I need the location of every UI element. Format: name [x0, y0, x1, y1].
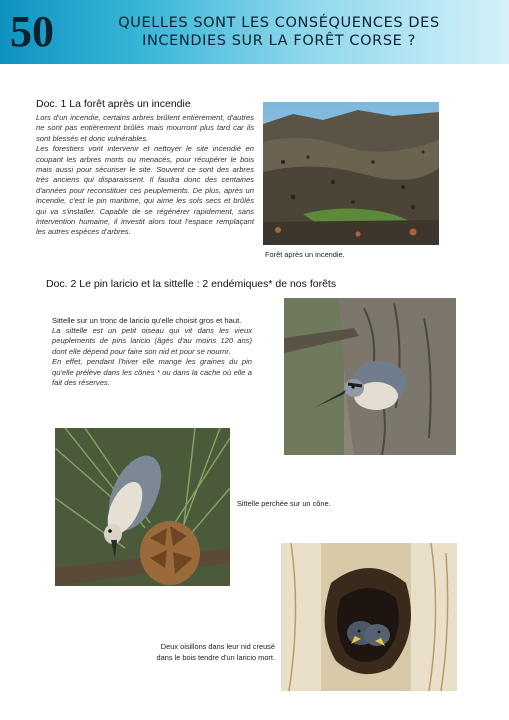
doc1-paragraph2: Les forestiers vont intervenir et nettoyer le site incendié en coupant les arbres morts ou menacés, pour récupérer le bois mais aussi pour sécuriser le site. Souvent ce sont des arbres très anciens qui disparaissent. Il faudra donc des centaines d'années pour reconstituer ces peuplements. De plus, après un incendie, c'est le pin maritime, qui aime les sols secs et brûlés qui va s'installer. Capable de se régénérer rapidement, sans intervention humaine, il investit alors tout l'espace remplaçant les autres espèces d'arbres.	[36, 144, 254, 237]
nuthatch-trunk-photo	[284, 298, 456, 455]
doc2-caption-cone: Sittelle perchée sur un cône.	[237, 499, 331, 508]
nuthatch-cone-photo	[55, 428, 230, 586]
doc2-caption-nest-line2: dans le bois tendre d'un laricio mort.	[156, 653, 275, 662]
doc2-caption-nest	[141, 641, 275, 663]
page-title-line2: INCENDIES SUR LA FORÊT CORSE ?	[142, 33, 416, 49]
doc2-paragraph2: En effet, pendant l'hiver elle mange les graines du pin qu'elle prélève dans les cônes * ou dans la cache où elle a fait des réserves.	[52, 357, 252, 388]
doc2-caption-trunk: Sittelle sur un tronc de laricio qu'elle choisit gros et haut.	[52, 316, 242, 325]
doc1-heading: Doc. 1 La forêt après un incendie	[36, 98, 191, 110]
nest-chicks-photo	[281, 543, 457, 691]
doc1-paragraph1: Lors d'un incendie, certains arbres brûlent entièrement, d'autres ne sont pas entièrement brûlés mais mourront plus tard car ils sont blessés et donc vulnérables.	[36, 113, 254, 143]
doc2-caption-nest-line1: Deux oisillons dans leur nid creusé	[160, 642, 275, 651]
page-number: 50	[10, 7, 54, 56]
doc2-heading: Doc. 2 Le pin laricio et la sittelle : 2 endémiques* de nos forêts	[46, 278, 337, 290]
page-title-line1: QUELLES SONT LES CONSÉQUENCES DES	[118, 15, 440, 31]
burnt-forest-photo	[263, 102, 439, 245]
doc2-paragraph1: La sittelle est un petit oiseau qui vit dans les vieux peuplements de pins laricio (âgés d'au moins 120 ans) dont elle dépend pour faire son nid et pour se nourrir.	[52, 326, 252, 356]
page-title	[64, 14, 494, 50]
doc1-text	[36, 113, 254, 238]
doc1-photo-caption: Forêt après un incendie.	[265, 250, 345, 259]
doc2-text	[52, 326, 252, 388]
